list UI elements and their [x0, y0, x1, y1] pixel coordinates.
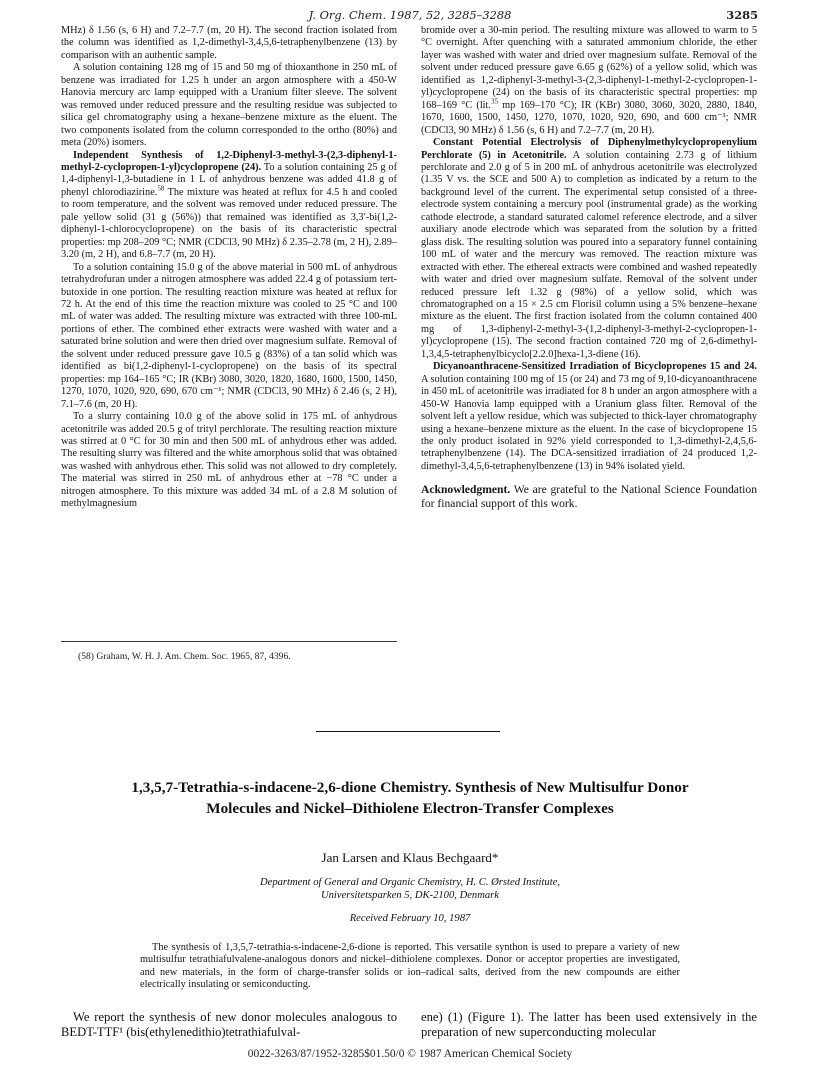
article-body-left: We report the synthesis of new donor molecules analogous to BEDT-TTF¹ (bis(ethylenedithio)tetrathiafulval-: [61, 1010, 397, 1039]
acknowledgment-text: We are grateful to the National Science Foundation for financial support of this work.: [421, 483, 757, 510]
running-header: [62, 8, 758, 24]
article-authors: Jan Larsen and Klaus Bechgaard*: [321, 850, 499, 865]
journal-citation: J. Org. Chem. 1987, 52, 3285–3288: [308, 8, 512, 22]
author-affiliation: [0, 876, 820, 902]
paragraph-text: A solution containing 100 mg of 15 (or 24) and 73 mg of 9,10-dicyanoanthracene in 450 mL of acetonitrile was irradiated for 8 h under an argon atmosphere with a 450-W Hanovia lamp equipped with a Uranium glass filter. Removal of the solvent left a yellow residue, which was subjected to thick-layer chromatography using a hexane–benzene mixture as the eluent. In the case of bicyclopropene 15 the only product isolated in 92% yield corresponded to 1,3-dimethyl-2,4,5,6-tetraphenylbenzene (14). The DCA-sensitized irradiation of 24 produced 1,2-dimethyl-3,4,5,6-tetraphenylbenzene (13) in 94% isolated yield.: [421, 373, 757, 472]
paragraph: [421, 25, 757, 137]
copyright-line: 0022-3263/87/1952-3285$01.50/0 © 1987 American Chemical Society: [247, 1048, 573, 1060]
paragraph: MHz) δ 1.56 (s, 6 H) and 7.2–7.7 (m, 20 H). The second fraction isolated from the column was identified as 1,2-dimethyl-3,4,5,6-tetraphenylbenzene (13) by comparison with an authentic sample.: [61, 25, 397, 61]
reference-marker: 58: [157, 184, 165, 193]
acknowledgment: [421, 483, 757, 510]
reference-marker: 35: [490, 97, 498, 106]
paragraph: [61, 150, 397, 262]
paragraph-text: mp 169–170 °C); IR (KBr) 3080, 3060, 3020, 2880, 1840, 1670, 1600, 1500, 1450, 1270, 1070, 1020, 920, 690, and 600 cm⁻¹; NMR (CDCl3, 90 MHz) δ 1.56 (s, 6 H) and 7.2–7.7 (m, 20 H).: [421, 99, 757, 136]
paragraph: To a slurry containing 10.0 g of the above solid in 175 mL of anhydrous acetonitrile was added 20.5 g of trityl perchlorate. The resulting reaction mixture was stirred at 0 °C for 30 min and then 500 mL of anhydrous ether was added. The resulting slurry was filtered and the white amorphous solid that was obtained was washed with anhydrous ether. This solid was not allowed to dry completely. The material was stirred in 250 mL of anhydrous ether at −78 °C under a nitrogen atmosphere. To this mixture was added 34 mL of a 2.8 M solution of methylmagnesium: [61, 411, 397, 510]
page-number: 3285: [726, 8, 758, 22]
article-divider: [316, 731, 500, 732]
article-title: 1,3,5,7-Tetrathia-s-indacene-2,6-dione Chemistry. Synthesis of New Multisulfur Donor Molecules and Nickel–Dithiolene Electron-Transfer Complexes: [131, 779, 689, 817]
paragraph: [421, 361, 757, 473]
paragraph: [421, 137, 757, 361]
affiliation-line: Universitetsparken 5, DK-2100, Denmark: [320, 890, 499, 901]
paragraph-text: The mixture was heated at reflux for 4.5 h and cooled to room temperature, and the solvent was removed under reduced pressure. The pale yellow solid (31 g (56%)) that remained was identified as 3,3′-bi(1,2-diphenyl-1-chlorocyclopropene) on the basis of its characteristic spectral properties: mp 208–209 °C; NMR (CDCl3, 90 MHz) δ 2.35–2.78 (m, 2 H), 2.89–3.20 (m, 2 H), and 6.8–7.7 (m, 20 H).: [61, 186, 397, 261]
affiliation-line: Department of General and Organic Chemistry, H. C. Ørsted Institute,: [259, 877, 561, 888]
section-heading: Dicyanoanthracene-Sensitized Irradiation of Bicyclopropenes 15 and 24.: [433, 361, 757, 373]
section-heading: Independent Synthesis of 1,2-Diphenyl-3-methyl-3-(2,3-diphenyl-1-methyl-2-cyclopropen-1-yl)cyclopropene (24).: [61, 149, 397, 173]
acknowledgment-heading: Acknowledgment.: [421, 483, 511, 497]
paragraph: To a solution containing 15.0 g of the above material in 500 mL of anhydrous tetrahydrofuran under a nitrogen atmosphere was added 22.4 g of potassium tert-butoxide in one portion. The resulting reaction mixture was heated at reflux for 72 h. At the end of this time the reaction mixture was cooled to 25 °C and 100 mL of water was added. The resulting mixture was extracted with three 100-mL portions of ether. The combined ether extracts were washed with water and a saturated brine solution and were then dried over magnesium sulfate. Removal of the solvent under reduced pressure gave 10.5 g (83%) of a tan solid which was identified as bi(1,2-diphenyl-1-cyclopropene) on the basis of its spectral properties: mp 164–165 °C; IR (KBr) 3080, 3020, 1820, 1680, 1600, 1500, 1450, 1270, 1070, 1020, 920, 690, 670 cm⁻¹; NMR (CDCl3, 90 MHz) δ 2.46 (s, 2 H), 7.1–7.6 (m, 20 H).: [61, 261, 397, 410]
footnote: (58) Graham, W. H. J. Am. Chem. Soc. 1965, 87, 4396.: [78, 651, 291, 662]
right-column: [421, 25, 757, 510]
left-column: [61, 25, 397, 511]
received-date: Received February 10, 1987: [349, 913, 471, 924]
paragraph-text: To a solution containing 25 g of 1,4-diphenyl-1,3-butadiene in 1 L of anhydrous benzene was added 41.8 g of phenyl chlorodiazirine.: [61, 161, 397, 198]
paragraph-text: bromide over a 30-min period. The resulting mixture was allowed to warm to 5 °C overnight. After quenching with a saturated ammonium chloride, the ether layer was washed with water and dried over magnesium sulfate. Removal of the solvent under reduced pressure gave 6.65 g (62%) of a yellow solid, which was identified as 1,2-diphenyl-3-methyl-3-(2,3-diphenyl-1-methyl-2-cyclopropen-1-yl)cyclopropene (24) on the basis of its characteristic spectral properties: mp 168–169 °C (lit.: [421, 25, 757, 111]
paragraph-text: A solution containing 2.73 g of lithium perchlorate and 2.0 g of 5 in 200 mL of anhydrous acetonitrile was electrolyzed (1.35 V vs. the SCE and 500 A) to completion as indicated by a return to the background level of the current. The experimental setup consisted of a three-electrode system containing a mercury pool (instrumental grade) as the working cathode electrode, a standard saturated calomel reference electrode, and a silver auxiliary anode electrode which was separated from the solution by a fritted glass disk. The resulting solution was poured into a separatory funnel containing 100 mL of water and the mercury was removed. The reaction mixture was extracted with ether. The ethereal extracts were combined and washed repeatedly with water and dried over magnesium sulfate. Removal of the solvent under reduced pressure left 1.32 g (98%) of a yellow solid, which was chromatographed on a 15 × 2.5 cm Florisil column using a 5% benzene–hexane mixture as the eluent. The first fraction isolated from the column contained 400 mg of 1,3-diphenyl-2-methyl-3-(1,2-diphenyl-3-methyl-2-cyclopropen-1-yl)cyclopropene (15). The second fraction contained 720 mg of 2,6-dimethyl-1,3,4,5-tetraphenylbicyclo[2.2.0]hexa-1,3-diene (16).: [421, 149, 757, 360]
abstract: The synthesis of 1,3,5,7-tetrathia-s-indacene-2,6-dione is reported. This versatile synthon is used to prepare a variety of new multisulfur tetrathiafulvalene-analogous donors and nickel–dithiolene complexes. Donor or acceptor properties are investigated, and new materials, in the form of charge-transfer solids or ion–radical salts, derived from the new compounds are either electrically insulating or semiconducting.: [140, 942, 680, 991]
article-body-right: ene) (1) (Figure 1). The latter has been used extensively in the preparation of new superconducting molecular: [421, 1010, 757, 1039]
footnote-rule: [61, 641, 397, 642]
paragraph: A solution containing 128 mg of 15 and 50 mg of thioxanthone in 250 mL of benzene was irradiated for 1.25 h under an argon atmosphere with a 450-W Hanovia mercury arc lamp equipped with a Uranium filter sleeve. The solvent was removed under reduced pressure and the resulting residue was subjected to silica gel chromatography using a hexane–benzene mixture as the eluent. The two components isolated from the column corresponded to the ortho (80%) and meta (20%) isomers.: [61, 62, 397, 149]
section-heading: Constant Potential Electrolysis of Diphenylmethylcyclopropenylium Perchlorate (5) in Acetonitrile.: [421, 137, 757, 161]
